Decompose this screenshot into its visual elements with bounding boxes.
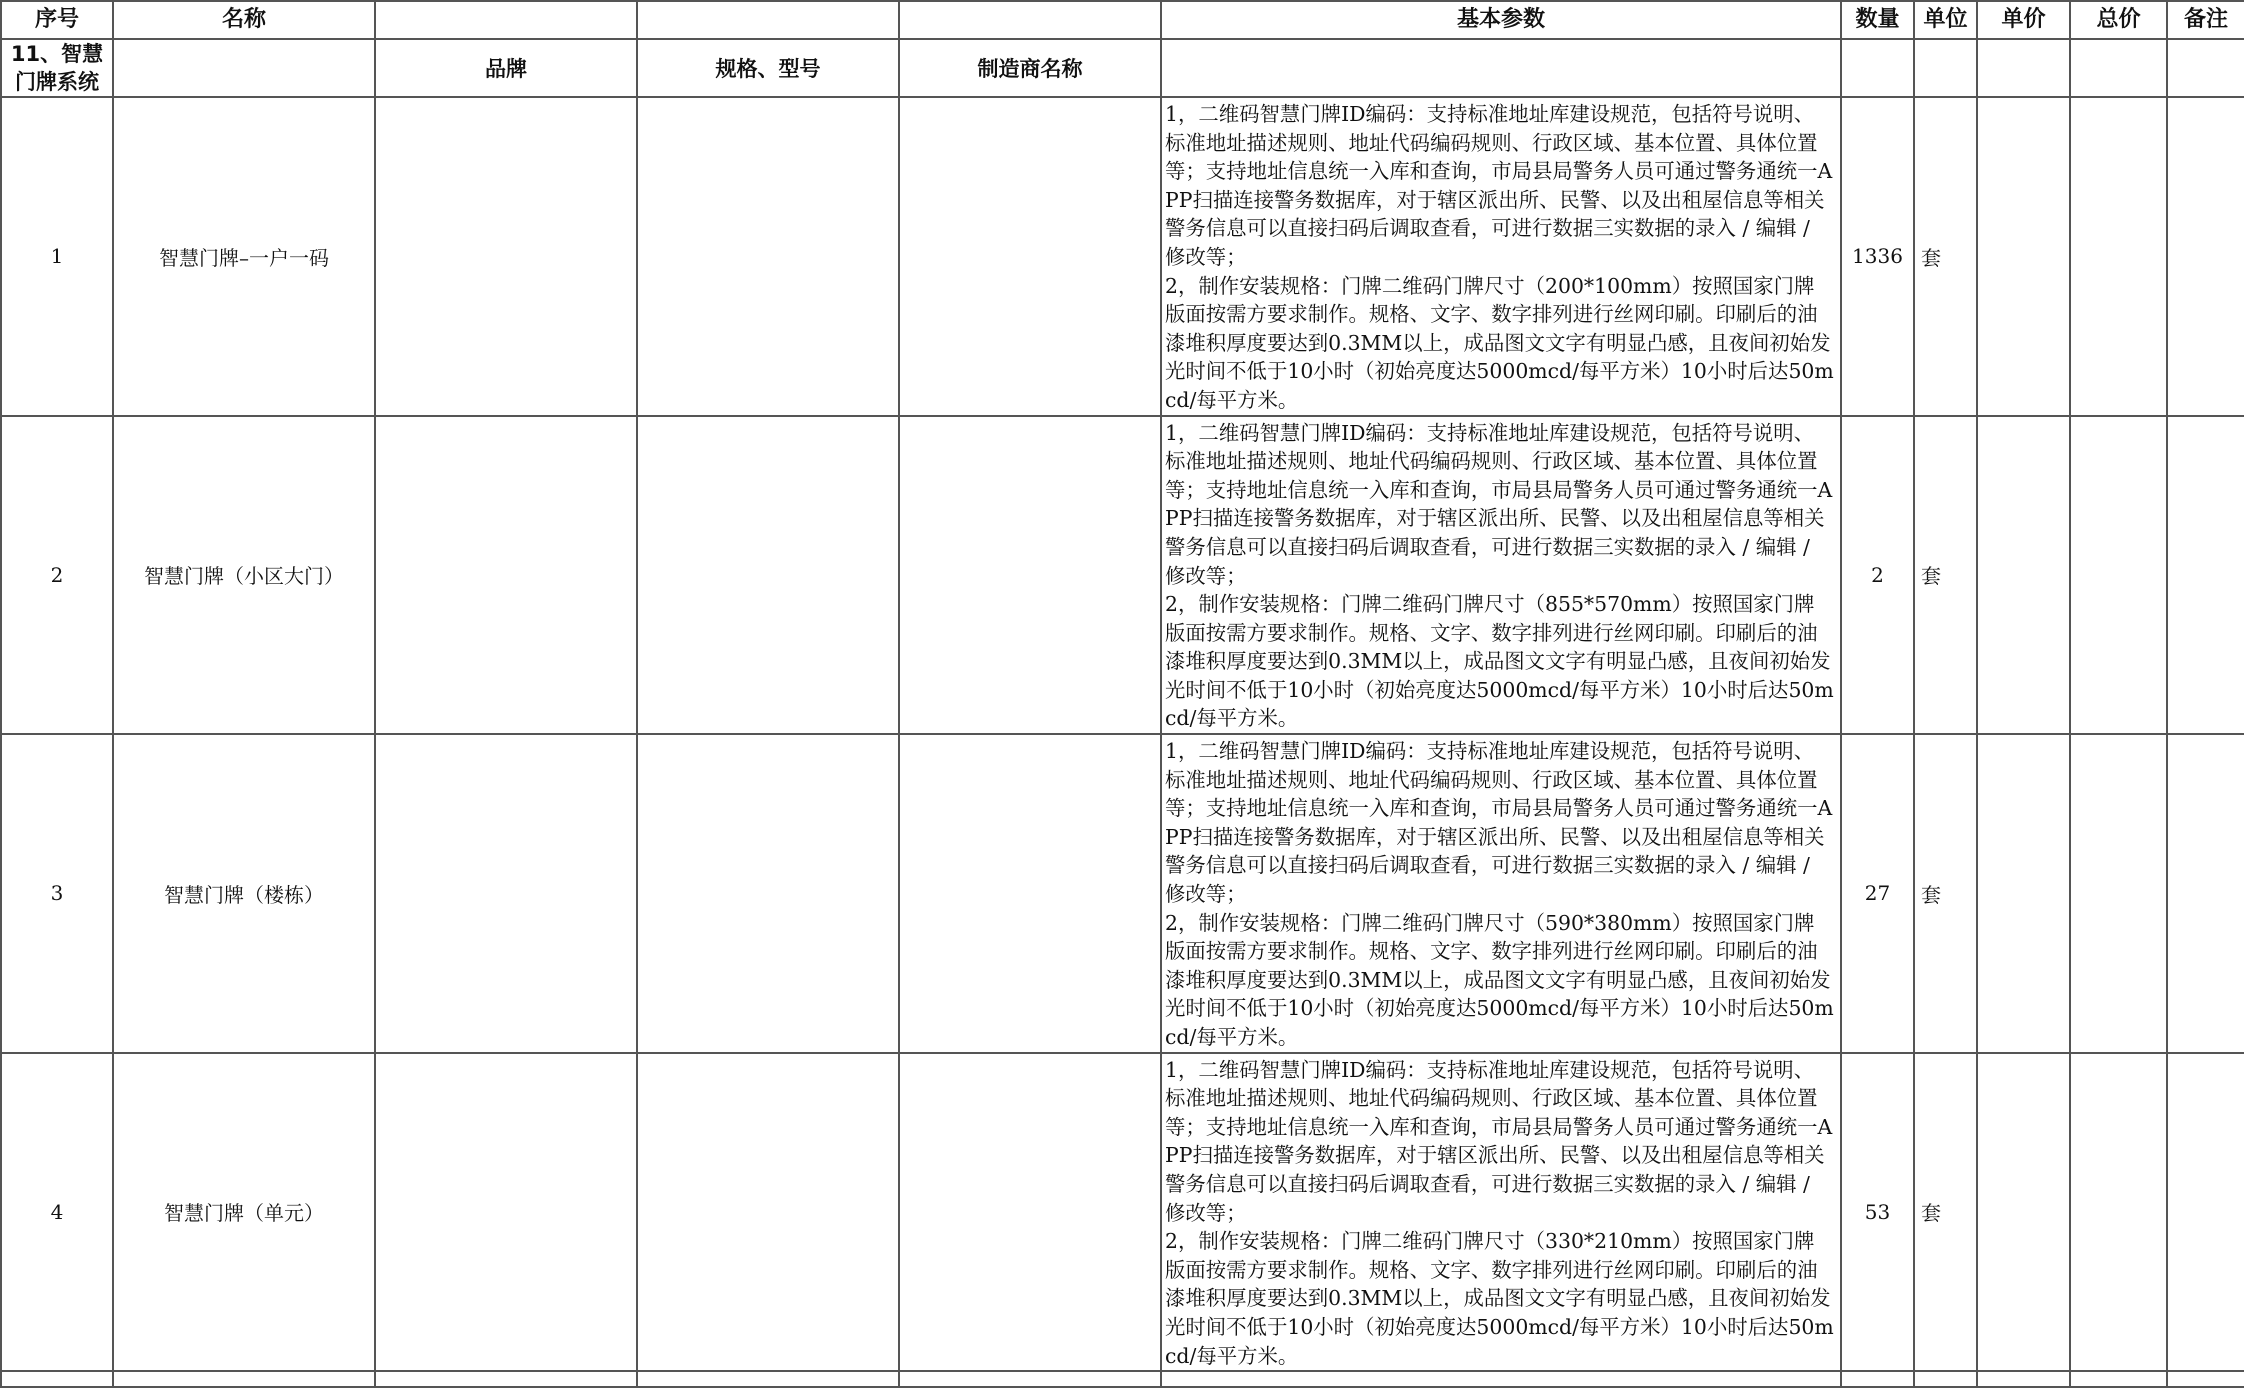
header-price: 单价 xyxy=(1977,1,2070,39)
cell-price xyxy=(1977,416,2070,735)
cell-unit: 套 xyxy=(1914,1053,1977,1372)
cell-seq: 1 xyxy=(1,97,113,416)
cell-seq: 4 xyxy=(1,1053,113,1372)
header-empty-3 xyxy=(899,1,1161,39)
cell-empty xyxy=(375,1053,637,1372)
subheader-row xyxy=(1,39,2244,97)
cell-empty xyxy=(375,97,637,416)
cell-name: 智慧门牌（单元） xyxy=(113,1053,375,1372)
header-empty-1 xyxy=(375,1,637,39)
header-total: 总价 xyxy=(2070,1,2167,39)
header-empty-2 xyxy=(637,1,899,39)
table-row xyxy=(1,1053,2244,1372)
header-unit: 单位 xyxy=(1914,1,1977,39)
cell-empty xyxy=(899,1053,1161,1372)
cell-qty: 27 xyxy=(1841,734,1914,1053)
header-seq: 序号 xyxy=(1,1,113,39)
cell-note xyxy=(2167,734,2244,1053)
header-name: 名称 xyxy=(113,1,375,39)
cell-note xyxy=(2167,1053,2244,1372)
cell-empty xyxy=(637,416,899,735)
subheader-maker: 制造商名称 xyxy=(899,39,1161,97)
cell-qty: 1336 xyxy=(1841,97,1914,416)
cell-seq: 3 xyxy=(1,734,113,1053)
cell-qty: 53 xyxy=(1841,1053,1914,1372)
cell-empty xyxy=(637,734,899,1053)
cell-price xyxy=(1977,1053,2070,1372)
header-params: 基本参数 xyxy=(1161,1,1841,39)
cell-unit: 套 xyxy=(1914,416,1977,735)
cell-total xyxy=(2070,97,2167,416)
cell-params: 1，二维码智慧门牌ID编码：支持标准地址库建设规范，包括符号说明、标准地址描述规则、地址代码编码规则、行政区域、基本位置、具体位置等；支持地址信息统一入库和查询，市局县局警务人员可通过警务通统一APP扫描连接警务数据库，对于辖区派出所、民警、以及出租屋信息等相关警务信息可以直接扫码后调取查看，可进行数据三实数据的录入 / 编辑 / 修改等； 2，制作安装规格：门牌二维码门牌尺寸（330*210mm）按照国家门牌版面按需方要求制作。规格、文字、数字排列进行丝网印刷。印刷后的油漆堆积厚度要达到0.3MM以上，成品图文文字有明显凸感，且夜间初始发光时间不低于10小时（初始亮度达5000mcd/每平方米）10小时后达50mcd/每平方米。 xyxy=(1161,1053,1841,1372)
cell-price xyxy=(1977,734,2070,1053)
header-row xyxy=(1,1,2244,39)
table-row xyxy=(1,416,2244,735)
cell-params: 1，二维码智慧门牌ID编码：支持标准地址库建设规范，包括符号说明、标准地址描述规则、地址代码编码规则、行政区域、基本位置、具体位置等；支持地址信息统一入库和查询，市局县局警务人员可通过警务通统一APP扫描连接警务数据库，对于辖区派出所、民警、以及出租屋信息等相关警务信息可以直接扫码后调取查看，可进行数据三实数据的录入 / 编辑 / 修改等； 2，制作安装规格：门牌二维码门牌尺寸（200*100mm）按照国家门牌版面按需方要求制作。规格、文字、数字排列进行丝网印刷。印刷后的油漆堆积厚度要达到0.3MM以上，成品图文文字有明显凸感，且夜间初始发光时间不低于10小时（初始亮度达5000mcd/每平方米）10小时后达50mcd/每平方米。 xyxy=(1161,97,1841,416)
cell-params: 1，二维码智慧门牌ID编码：支持标准地址库建设规范，包括符号说明、标准地址描述规则、地址代码编码规则、行政区域、基本位置、具体位置等；支持地址信息统一入库和查询，市局县局警务人员可通过警务通统一APP扫描连接警务数据库，对于辖区派出所、民警、以及出租屋信息等相关警务信息可以直接扫码后调取查看，可进行数据三实数据的录入 / 编辑 / 修改等； 2，制作安装规格：门牌二维码门牌尺寸（855*570mm）按照国家门牌版面按需方要求制作。规格、文字、数字排列进行丝网印刷。印刷后的油漆堆积厚度要达到0.3MM以上，成品图文文字有明显凸感，且夜间初始发光时间不低于10小时（初始亮度达5000mcd/每平方米）10小时后达50mcd/每平方米。 xyxy=(1161,416,1841,735)
cell-empty xyxy=(637,97,899,416)
cell-seq: 2 xyxy=(1,416,113,735)
cell-empty xyxy=(899,416,1161,735)
subheader-empty xyxy=(113,39,375,97)
cell-note xyxy=(2167,416,2244,735)
subheader-brand: 品牌 xyxy=(375,39,637,97)
cell-total xyxy=(2070,1053,2167,1372)
cell-name: 智慧门牌（楼栋） xyxy=(113,734,375,1053)
cell-empty xyxy=(637,1053,899,1372)
cell-empty xyxy=(375,416,637,735)
cell-empty xyxy=(899,734,1161,1053)
table-row-partial xyxy=(1,1371,2244,1387)
cell-empty xyxy=(375,734,637,1053)
header-note: 备注 xyxy=(2167,1,2244,39)
cell-params: 1，二维码智慧门牌ID编码：支持标准地址库建设规范，包括符号说明、标准地址描述规则、地址代码编码规则、行政区域、基本位置、具体位置等；支持地址信息统一入库和查询，市局县局警务人员可通过警务通统一APP扫描连接警务数据库，对于辖区派出所、民警、以及出租屋信息等相关警务信息可以直接扫码后调取查看，可进行数据三实数据的录入 / 编辑 / 修改等； 2，制作安装规格：门牌二维码门牌尺寸（590*380mm）按照国家门牌版面按需方要求制作。规格、文字、数字排列进行丝网印刷。印刷后的油漆堆积厚度要达到0.3MM以上，成品图文文字有明显凸感，且夜间初始发光时间不低于10小时（初始亮度达5000mcd/每平方米）10小时后达50mcd/每平方米。 xyxy=(1161,734,1841,1053)
cell-name: 智慧门牌（小区大门） xyxy=(113,416,375,735)
header-qty: 数量 xyxy=(1841,1,1914,39)
cell-note xyxy=(2167,97,2244,416)
section-title: 11、智慧门牌系统 xyxy=(1,39,113,97)
cell-price xyxy=(1977,97,2070,416)
cell-total xyxy=(2070,734,2167,1053)
table-row xyxy=(1,734,2244,1053)
cell-qty: 2 xyxy=(1841,416,1914,735)
cell-name: 智慧门牌–一户一码 xyxy=(113,97,375,416)
cell-unit: 套 xyxy=(1914,97,1977,416)
cell-unit: 套 xyxy=(1914,734,1977,1053)
cell-empty xyxy=(899,97,1161,416)
subheader-model: 规格、型号 xyxy=(637,39,899,97)
cell-total xyxy=(2070,416,2167,735)
table-row xyxy=(1,97,2244,416)
